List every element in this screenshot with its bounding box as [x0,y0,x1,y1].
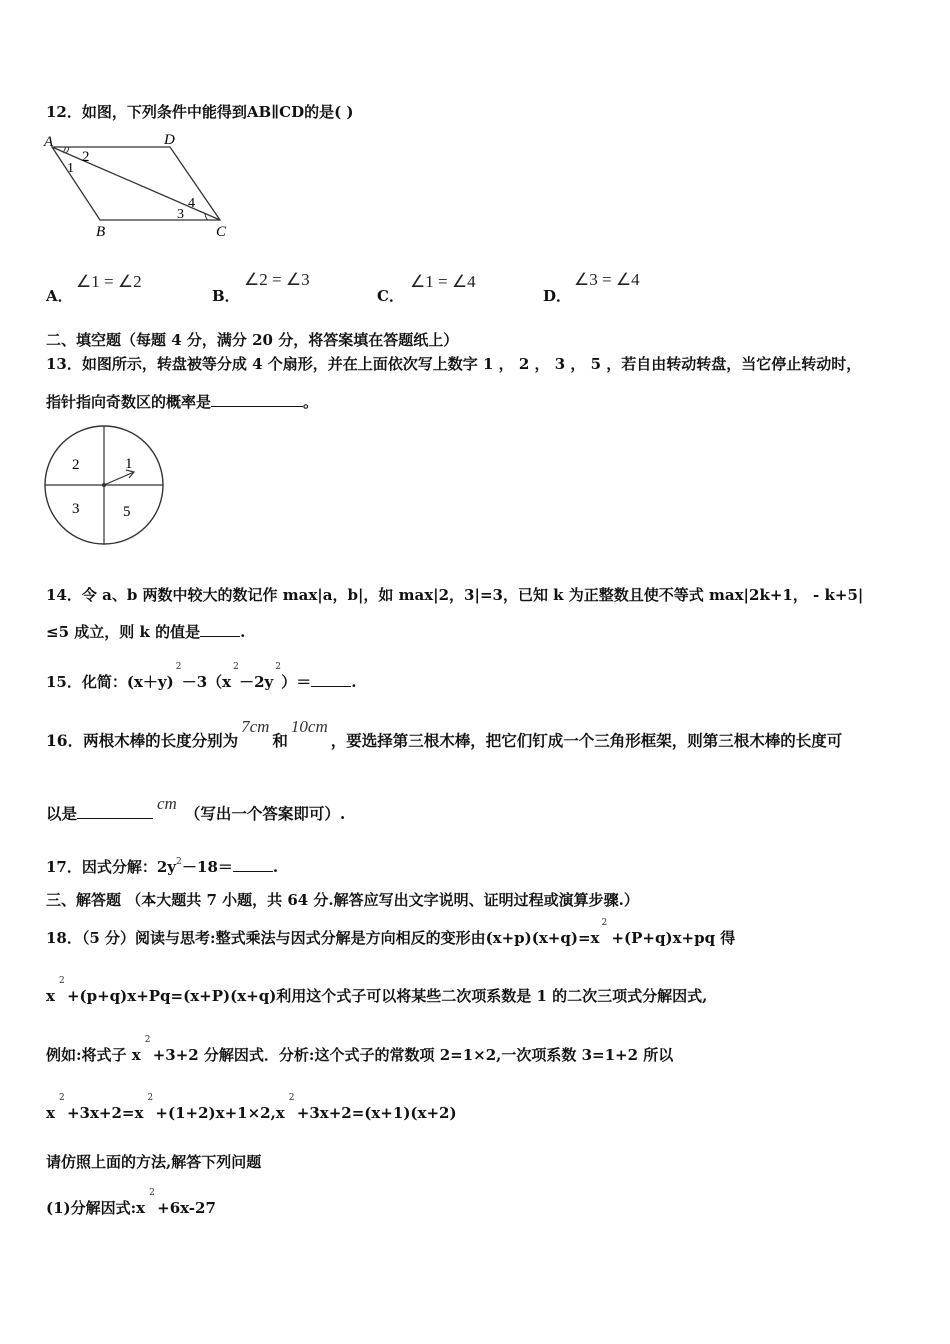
q18-line3 [46,1035,674,1065]
q18-line5: 请仿照上面的方法,解答下列问题 [46,1153,262,1171]
label-C: C [216,224,227,240]
q18-line4-exp3: 2 [288,1093,295,1103]
q18-line4-exp1: 2 [58,1093,65,1103]
q18-line4-b: +3x+2=x [66,1104,144,1122]
q15-answer-blank [311,672,351,687]
q13-line2 [46,392,318,412]
q17-line [46,857,278,877]
option-c-letter: C． [377,287,404,305]
sector-5: 5 [123,504,131,520]
q18-line6-b: +6x-27 [157,1199,216,1217]
spinner-wheel [40,420,170,550]
q14-line2-text: ≤5 成立，则 k 的值是 [46,623,201,641]
q17-part1: 17．因式分解：2y [46,858,177,876]
angle-1: 1 [67,161,74,176]
q16-part1: 16．两根木棒的长度分别为 [46,731,239,750]
q18-line3-b: +3+2 分解因式．分析:这个式子的常数项 2=1×2,一次项系数 3=1+2 所以 [152,1046,674,1064]
q14-line2 [46,622,245,642]
q18-line4-exp2: 2 [147,1093,154,1103]
q18-line1 [46,918,736,948]
q18-line4-c: +(1+2)x+1×2,x [155,1104,285,1122]
q18-line1-b: +(P+q)x+pq 得 [611,929,736,947]
q16-line1 [46,717,843,751]
angle-4: 4 [188,196,195,211]
q15-exp2: 2 [233,662,239,672]
q15-part2: －3（x [181,673,232,691]
q15-exp1: 2 [175,662,182,672]
q17-answer-blank [233,857,273,872]
label-D: D [164,132,175,148]
q13-line2-end: 。 [303,393,319,411]
option-d-expr: ∠3 = ∠4 [574,270,640,289]
sector-1: 1 [125,456,133,472]
q15-exp3: 2 [275,662,282,672]
section-2-heading: 二、填空题（每题 4 分，满分 20 分，将答案填在答题纸上） [46,331,459,349]
q16-line2 [46,794,346,824]
q17-part2: －18＝ [182,858,233,876]
option-a-expr: ∠1 = ∠2 [76,272,142,291]
q18-line6 [46,1188,216,1218]
q18-line2-a: x [46,987,55,1005]
q12-stem: 12．如图，下列条件中能得到AB∥CD的是( ) [46,103,354,121]
q15-part1: 15．化简：(x＋y) [46,673,174,691]
q18-line1-exp: 2 [601,918,608,928]
q17-end: . [272,858,279,876]
q13-line2-text: 指针指向奇数区的概率是 [46,393,212,411]
angle-3: 3 [177,207,184,222]
q16-part2: 和 [272,731,288,750]
q18-line2-exp: 2 [58,976,65,986]
option-c-expr: ∠1 = ∠4 [410,272,476,291]
q18-line2-b: +(p+q)x+Pq=(x+P)(x+q)利用这个式子可以将某些二次项系数是 1 的二次三项式分解因式, [66,987,708,1005]
q15-part3: －2y [239,673,274,691]
q18-line6-a: (1)分解因式:x [46,1199,146,1217]
sector-2: 2 [72,457,80,473]
q14-line2-end: . [240,623,246,641]
option-d-letter: D． [543,287,572,305]
q18-line4 [46,1093,457,1123]
label-B: B [96,224,106,240]
q14-line1: 14．令 a、b 两数中较大的数记作 max|a，b|，如 max|2，3|=3，已知 k 为正整数且使不等式 max|2k+1， - k+5| [46,586,864,604]
q18-line6-exp: 2 [149,1188,155,1198]
option-a-letter: A． [46,287,73,305]
option-b-letter: B． [212,287,240,305]
sector-3: 3 [72,501,80,517]
q16-line2-end: （写出一个答案即可）. [184,804,346,823]
q14-answer-blank [200,622,240,637]
q16-length2: 10cm [290,717,328,736]
q18-line3-exp: 2 [144,1035,151,1045]
label-A: A [44,134,54,150]
option-b-expr: ∠2 = ∠3 [244,270,310,289]
q15-line [46,662,357,692]
q18-line4-a: x [46,1104,55,1122]
q16-line2-start: 以是 [46,804,78,823]
q18-line1-a: 18．（5 分）阅读与思考:整式乘法与因式分解是方向相反的变形由(x+p)(x+q)=x [46,929,600,947]
q18-line2 [46,976,708,1006]
angle-2: 2 [82,149,90,165]
q16-length1: 7cm [241,717,270,736]
section-3-heading: 三、解答题 （本大题共 7 小题，共 64 分.解答应写出文字说明、证明过程或演算步骤.） [46,891,639,909]
q15-part4: ）＝ [281,673,312,691]
q18-line4-d: +3x+2=(x+1)(x+2) [296,1104,457,1122]
q17-exp: 2 [176,857,182,867]
q13-answer-blank [211,392,303,407]
parallelogram-figure [40,130,240,240]
q16-unit: cm [157,794,177,813]
q18-line3-a: 例如:将式子 x [46,1046,141,1064]
q13-line1: 13．如图所示，转盘被等分成 4 个扇形，并在上面依次写上数字 1 ， 2 ， 3 ， 5 ，若自由转动转盘，当它停止转动时， [46,355,862,373]
q16-answer-blank [77,804,153,819]
q16-part3: ，要选择第三根木棒，把它们钉成一个三角形框架，则第三根木棒的长度可 [330,731,843,750]
q15-end: . [351,673,357,691]
